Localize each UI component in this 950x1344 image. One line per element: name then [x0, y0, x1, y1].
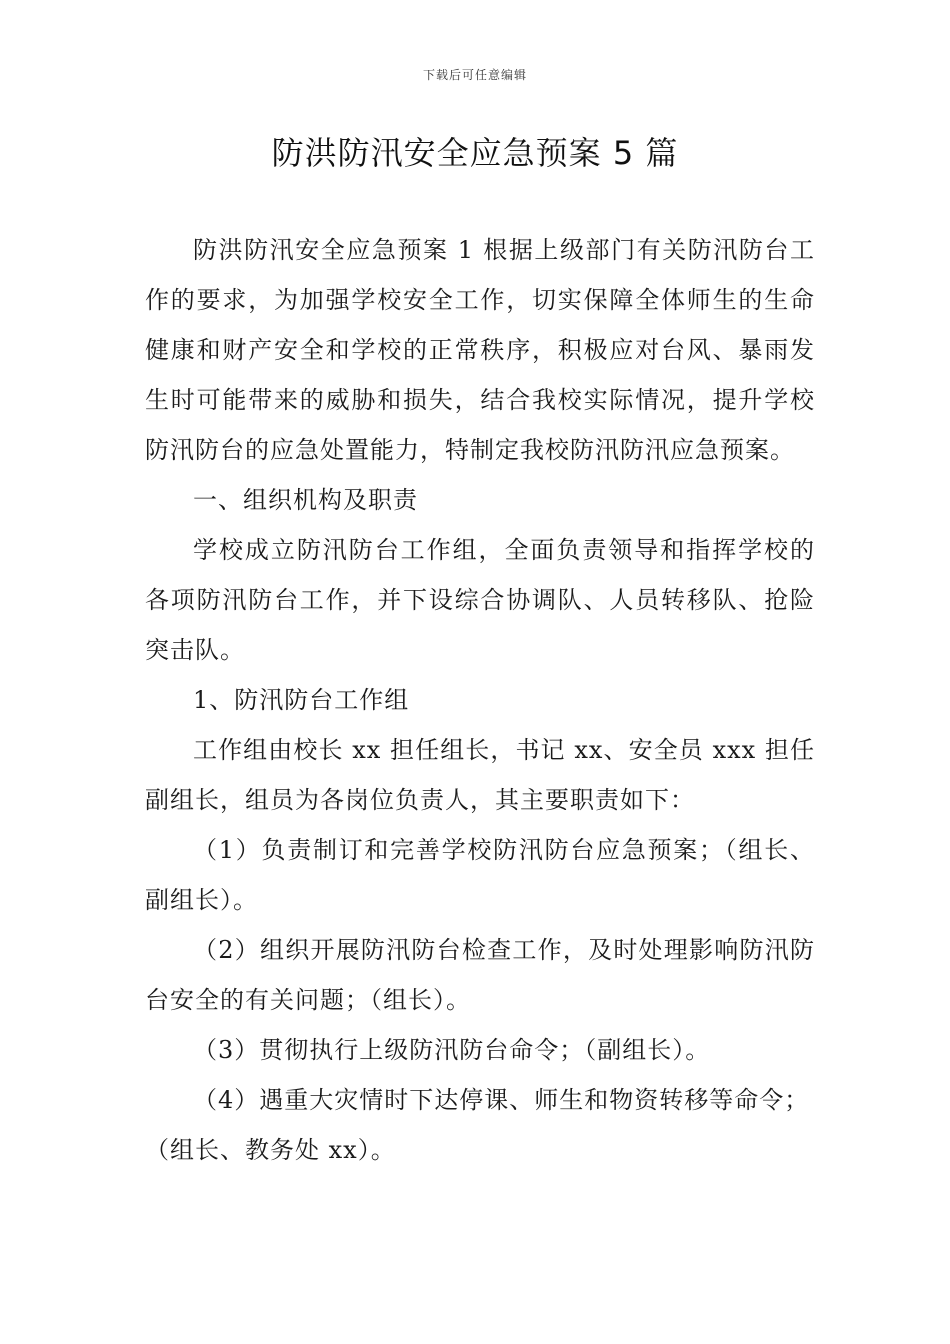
paragraph-intro: 防洪防汛安全应急预案 1 根据上级部门有关防汛防台工作的要求，为加强学校安全工作，切实保障全体师生的生命健康和财产安全和学校的正常秩序，积极应对台风、暴雨发生时可能带来的威胁和损失，结合我校实际情况，提升学校防汛防台的应急处置能力，特制定我校防汛防汛应急预案。	[145, 236, 815, 464]
paragraph-organization: 学校成立防汛防台工作组，全面负责领导和指挥学校的各项防汛防台工作，并下设综合协调队、人员转移队、抢险突击队。	[145, 536, 815, 664]
duty-item-2: （2）组织开展防汛防台检查工作，及时处理影响防汛防台安全的有关问题；（组长）。	[145, 936, 815, 1014]
duty-item-3: （3）贯彻执行上级防汛防台命令；（副组长）。	[193, 1036, 711, 1064]
duty-item-4: （4）遇重大灾情时下达停课、师生和物资转移等命令；	[193, 1086, 810, 1114]
subsection-heading-work-group: 1、防汛防台工作组	[193, 686, 410, 714]
document-body	[145, 225, 815, 1175]
paragraph-work-group: 工作组由校长 xx 担任组长，书记 xx、安全员 xxx 担任副组长，组员为各岗位负责人，其主要职责如下：	[145, 736, 815, 814]
header-note: 下载后可任意编辑	[422, 68, 527, 82]
duty-item-1: （1）负责制订和完善学校防汛防台应急预案；（组长、副组长）。	[145, 836, 815, 914]
section-heading-organization: 一、组织机构及职责	[193, 486, 418, 514]
duty-item-4-continued: （组长、教务处 xx）。	[145, 1136, 396, 1164]
document-title: 防洪防汛安全应急预案 5 篇	[271, 134, 679, 172]
